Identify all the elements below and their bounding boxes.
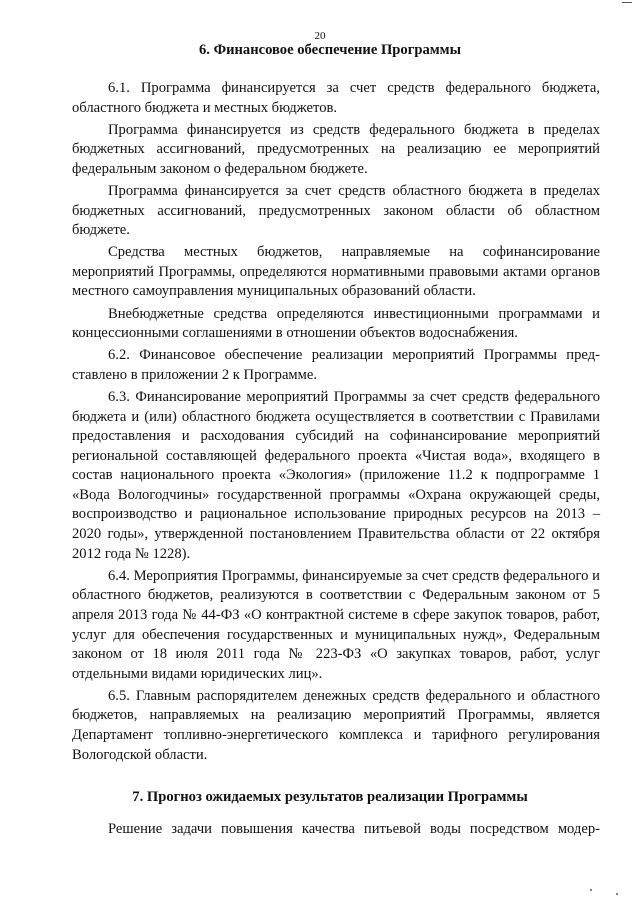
paragraph-6-1: 6.1. Программа финансируется за счет средств федерального бюджета, областного бюджета и местных бюджетов. bbox=[72, 80, 600, 116]
scan-mark bbox=[590, 889, 592, 891]
paragraph-6-5: 6.5. Главным распорядителем денежных средств федерального и областного бюджетов, направляемых на реализацию мероприятий Программы, является Департамент топливно-энергетического комплекса и тарифного регулирования Вологодской области. bbox=[72, 687, 600, 763]
paragraph-6-2: 6.2. Финансовое обеспечение реализации мероприятий Программы представлено в приложении 2 к Программе. bbox=[72, 347, 600, 383]
scan-mark bbox=[616, 893, 618, 895]
paragraph-7-1: Решение задачи повышения качества питьевой воды посредством модер- bbox=[108, 821, 600, 837]
page-number: 20 bbox=[314, 30, 326, 42]
section-7-body bbox=[72, 820, 600, 842]
paragraph-local-budgets: Средства местных бюджетов, направляемые на софинансирование мероприятий Программы, определяются нормативными правовыми актами органов местного самоуправления муниципальных образований области. bbox=[72, 244, 600, 300]
paragraph-federal-budget: Программа финансируется из средств федерального бюджета в пределах бюджетных ассигнований, предусмотренных на реализацию ее мероприятий федеральным законом о федеральном бюджете. bbox=[72, 121, 600, 177]
scan-mark bbox=[622, 2, 632, 3]
section-6-body bbox=[72, 79, 600, 768]
paragraph-6-4: 6.4. Мероприятия Программы, финансируемые за счет средств федерального и областного бюджетов, реализуются в соответствии с Федеральным законом от 5 апреля 2013 года № 44-ФЗ «О контрактной системе в сфере закупок товаров, работ, услуг для обеспечения государственных и муниципальных нужд», Федеральным законом от 18 июля 2011 года № 223-ФЗ «О закупках товаров, работ, услуг отдельными видами юридических лиц». bbox=[72, 567, 600, 682]
paragraph-extrabudgetary: Внебюджетные средства определяются инвестиционными программами и концессионными соглашениями в отношении объектов водоснабжения. bbox=[72, 305, 600, 342]
section-6-title: 6. Финансовое обеспечение Программы bbox=[198, 42, 462, 58]
section-7-title: 7. Прогноз ожидаемых результатов реализации Программы bbox=[132, 789, 528, 805]
paragraph-6-3: 6.3. Финансирование мероприятий Программы за счет средств федерального бюджета и (или) областного бюджета осуществляется в соответствии с Правилами предоставления и расходования субсидий на софинансирование мероприятий региональной составляющей федерального проекта «Чистая вода», входящего в состав национального проекта «Экология» (приложение 11.2 к подпрограмме 1 «Вода Вологодчины» государственной программы «Охрана окружающей среды, воспроизводство и рациональное использование природных ресурсов на 2013 – 2020 годы», утвержденной постановлением Правительства области от 22 октября 2012 года № 1228). bbox=[72, 388, 600, 562]
paragraph-regional-budget: Программа финансируется за счет средств областного бюджета в пределах бюджетных ассигнований, предусмотренных законом области об областном бюджете. bbox=[72, 182, 600, 239]
